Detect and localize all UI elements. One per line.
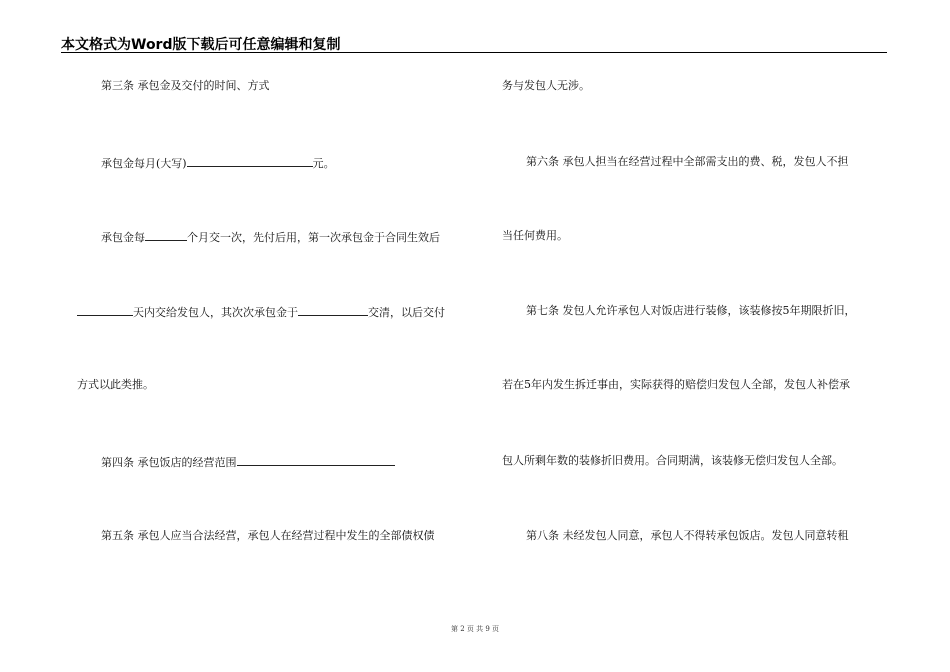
monthly-fee-line [101,155,335,171]
article-8-line: 第八条 未经发包人同意，承包人不得转承包饭店。发包人同意转租 [526,529,849,542]
article-7-continuation-1: 若在5年内发生拆迁事由，实际获得的赔偿归发包人全部，发包人补偿承 [502,378,850,391]
article-7-line: 第七条 发包人允许承包人对饭店进行装修，该装修按5年期限折旧， [526,304,856,317]
payment-period-line [101,229,440,245]
payment-period-label: 承包金每 [101,231,145,244]
second-payment-date-blank [298,304,368,316]
payment-method-line: 方式以此类推。 [77,378,154,391]
payment-deadline-tail: 交清，以后交付 [368,306,445,319]
article-5-continuation: 务与发包人无涉。 [502,79,590,92]
monthly-fee-blank [187,155,313,167]
header-divider [61,52,887,53]
document-header-title: 本文格式为Word版下载后可任意编辑和复制 [61,37,341,53]
payment-period-text: 个月交一次，先付后用，第一次承包金于合同生效后 [187,231,440,244]
article-3-heading: 第三条 承包金及交付的时间、方式 [101,79,270,92]
article-7-continuation-2: 包人所剩年数的装修折旧费用。合同期满，该装修无偿归发包人全部。 [502,454,843,467]
article-4-label: 第四条 承包饭店的经营范围 [101,456,237,469]
business-scope-blank [237,454,395,466]
payment-period-blank [145,229,187,241]
monthly-fee-unit: 元。 [312,157,335,170]
payment-deadline-text: 天内交给发包人，其次次承包金于 [133,306,298,319]
article-6-line: 第六条 承包人担当在经营过程中全部需支出的费、税，发包人不担 [526,155,849,168]
article-6-continuation: 当任何费用。 [502,229,568,242]
article-4-line [101,454,395,470]
payment-deadline-line [77,304,445,320]
first-payment-days-blank [77,304,133,316]
monthly-fee-label: 承包金每月(大写) [101,157,187,170]
article-5-line: 第五条 承包人应当合法经营，承包人在经营过程中发生的全部债权债 [101,529,435,542]
page-footer: 第 2 页 共 9 页 [450,625,500,633]
